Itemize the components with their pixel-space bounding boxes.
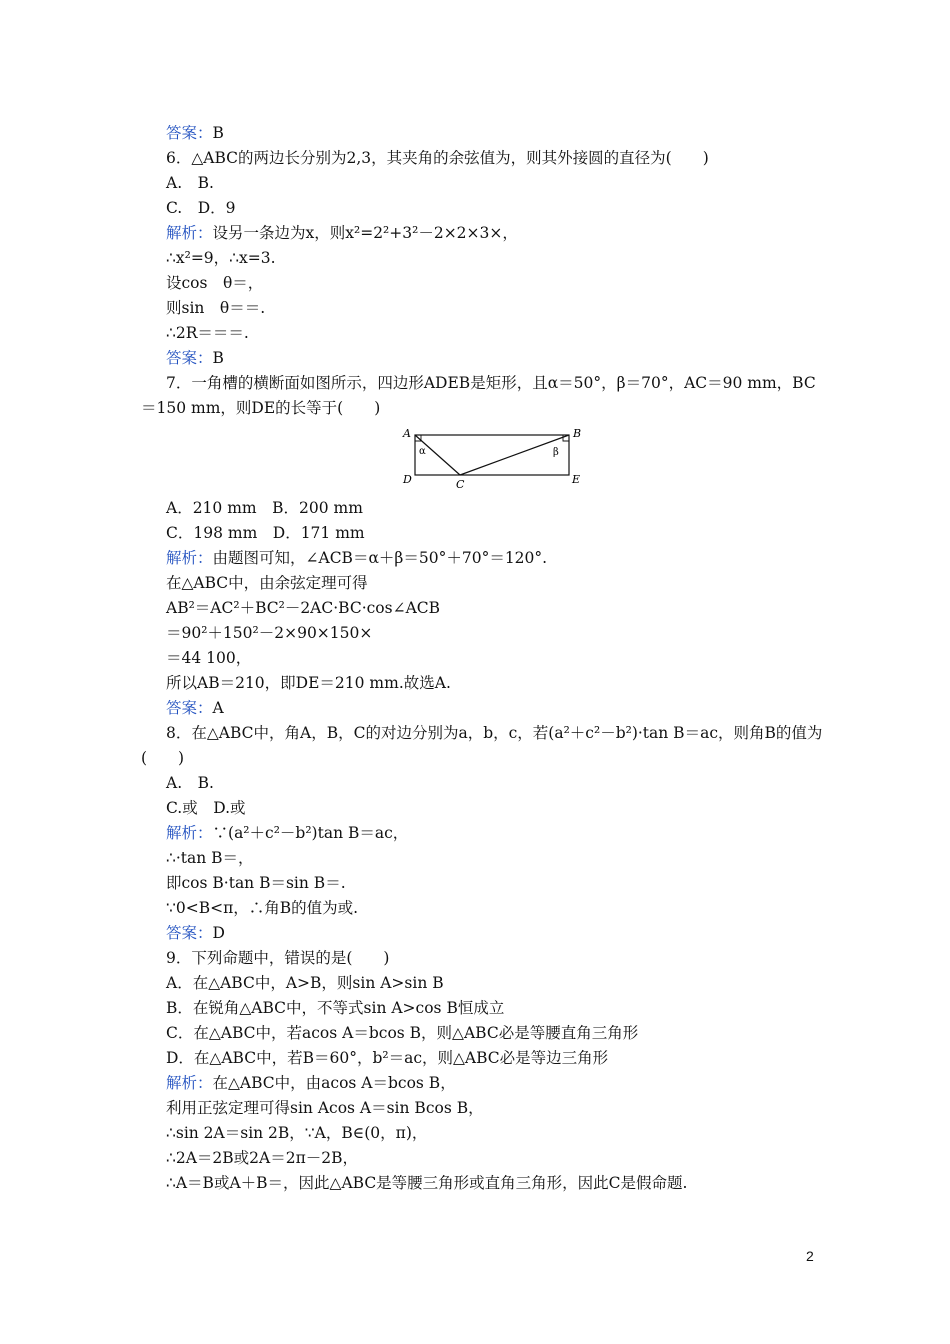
- line-8: [166, 323, 249, 343]
- option-line: A．在△ABC中，A>B，则sin A>sin B: [166, 974, 444, 992]
- line-17: [166, 623, 372, 643]
- line-text: 设cos θ＝，: [166, 274, 264, 292]
- line-20: [166, 698, 224, 718]
- label-b: B: [573, 427, 582, 440]
- line-text: ∴sin 2A＝sin 2B，∵A，B∈(0，π)，: [166, 1124, 428, 1142]
- line-text: ＝44 100，: [166, 649, 252, 667]
- line-text: 设另一条边为x，则x²=2²+3²－2×2×3×，: [212, 224, 518, 242]
- line-text: 由题图可知，∠ACB＝α＋β＝50°＋70°＝120°.: [212, 549, 548, 567]
- line-29: [166, 923, 225, 943]
- line-0: [166, 123, 224, 143]
- line-text: ( ): [141, 749, 185, 767]
- line-16: [166, 598, 440, 618]
- line-37: [166, 1123, 427, 1143]
- line-text: ＝90²＋150²－2×90×150×: [166, 624, 373, 642]
- line-11: [141, 398, 380, 418]
- line-33: [166, 1023, 638, 1043]
- line-4: [166, 223, 518, 243]
- line-23: [166, 773, 214, 793]
- label-e: E: [572, 473, 581, 486]
- line-7: [166, 298, 265, 318]
- line-text: 利用正弦定理可得sin Acos A＝sin Bcos B，: [166, 1099, 484, 1117]
- line-text: 在△ABC中，由acos A＝bcos B，: [212, 1074, 456, 1092]
- line-24: [166, 798, 246, 818]
- line-32: [166, 998, 504, 1018]
- option-line: A．210 mm B．200 mm: [166, 499, 363, 517]
- line-25: [166, 823, 408, 843]
- line-15: [166, 573, 368, 593]
- line-9: [166, 348, 224, 368]
- label-c: C: [456, 478, 465, 489]
- line-34: [166, 1048, 608, 1068]
- line-6: [166, 273, 263, 293]
- line-13: [166, 523, 365, 543]
- line-text: ∴x²=9，∴x=3.: [166, 249, 276, 267]
- line-text: ∵(a²＋c²－b²)tan B＝ac，: [212, 824, 409, 842]
- analysis-label: 解析：: [166, 224, 213, 242]
- line-30: [166, 948, 389, 968]
- question-7: 7．一角槽的横断面如图所示，四边形ADEB是矩形，且α＝50°，β＝70°，AC＝90 mm，BC: [166, 374, 816, 392]
- line-27: [166, 873, 346, 893]
- line-19: [166, 673, 451, 693]
- option-line: B．在锐角△ABC中，不等式sin A>cos B恒成立: [166, 999, 505, 1017]
- answer-label: 答案：: [166, 349, 213, 367]
- line-text: 则sin θ＝＝.: [166, 299, 266, 317]
- line-2: [166, 173, 214, 193]
- analysis-label: 解析：: [166, 1074, 213, 1092]
- option-line: A. B.: [166, 774, 214, 792]
- line-text: B: [212, 124, 224, 142]
- line-31: [166, 973, 444, 993]
- question-8: 8．在△ABC中，角A，B，C的对边分别为a，b，c，若(a²＋c²－b²)·tan B＝ac，则角B的值为: [166, 724, 823, 742]
- line-35: [166, 1073, 456, 1093]
- line-text: ∴·tan B＝，: [166, 849, 254, 867]
- line-text: ∵0<B<π，∴角B的值为或.: [166, 899, 359, 917]
- line-text: B: [212, 349, 224, 367]
- line-text: 在△ABC中，由余弦定理可得: [166, 574, 368, 592]
- option-line: D．在△ABC中，若B＝60°，b²＝ac，则△ABC必是等边三角形: [166, 1049, 609, 1067]
- label-d: D: [403, 473, 412, 486]
- line-text: 即cos B·tan B＝sin B＝.: [166, 874, 346, 892]
- trough-cross-section-figure: [399, 427, 589, 489]
- line-text: ∴A＝B或A＋B＝，因此△ABC是等腰三角形或直角三角形，因此C是假命题.: [166, 1174, 688, 1192]
- line-14: [166, 548, 547, 568]
- option-line: C．在△ABC中，若acos A＝bcos B，则△ABC必是等腰直角三角形: [166, 1024, 639, 1042]
- question-9: 9．下列命题中，错误的是( ): [166, 949, 390, 967]
- line-text: AB²＝AC²＋BC²－2AC·BC·cos∠ACB: [166, 599, 441, 617]
- page-number: 2: [806, 1248, 814, 1264]
- label-beta: β: [553, 447, 559, 458]
- option-line: C.或 D.或: [166, 799, 246, 817]
- line-text: A: [212, 699, 224, 717]
- question-6: 6．△ABC的两边长分别为2,3，其夹角的余弦值为，则其外接圆的直径为( ): [166, 149, 709, 167]
- line-text: ∴2A＝2B或2A＝2π－2B，: [166, 1149, 359, 1167]
- label-a: A: [403, 427, 411, 440]
- line-text: 所以AB＝210，即DE＝210 mm.故选A.: [166, 674, 451, 692]
- answer-label: 答案：: [166, 124, 213, 142]
- analysis-label: 解析：: [166, 824, 213, 842]
- option-line: C. D．9: [166, 199, 236, 217]
- line-1: [166, 148, 709, 168]
- line-5: [166, 248, 276, 268]
- line-26: [166, 848, 254, 868]
- option-line: C．198 mm D．171 mm: [166, 524, 365, 542]
- line-12: [166, 498, 363, 518]
- line-text: ∴2R＝＝＝.: [166, 324, 249, 342]
- line-22: [141, 748, 184, 768]
- analysis-label: 解析：: [166, 549, 213, 567]
- line-3: [166, 198, 236, 218]
- label-alpha: α: [419, 446, 426, 457]
- line-10: [166, 373, 816, 393]
- line-36: [166, 1098, 484, 1118]
- line-18: [166, 648, 251, 668]
- line-text: ＝150 mm，则DE的长等于( ): [141, 399, 381, 417]
- line-28: [166, 898, 358, 918]
- line-21: [166, 723, 822, 743]
- line-text: D: [212, 924, 225, 942]
- answer-label: 答案：: [166, 699, 213, 717]
- answer-label: 答案：: [166, 924, 213, 942]
- line-38: [166, 1148, 358, 1168]
- line-39: [166, 1173, 687, 1193]
- option-line: A. B.: [166, 174, 214, 192]
